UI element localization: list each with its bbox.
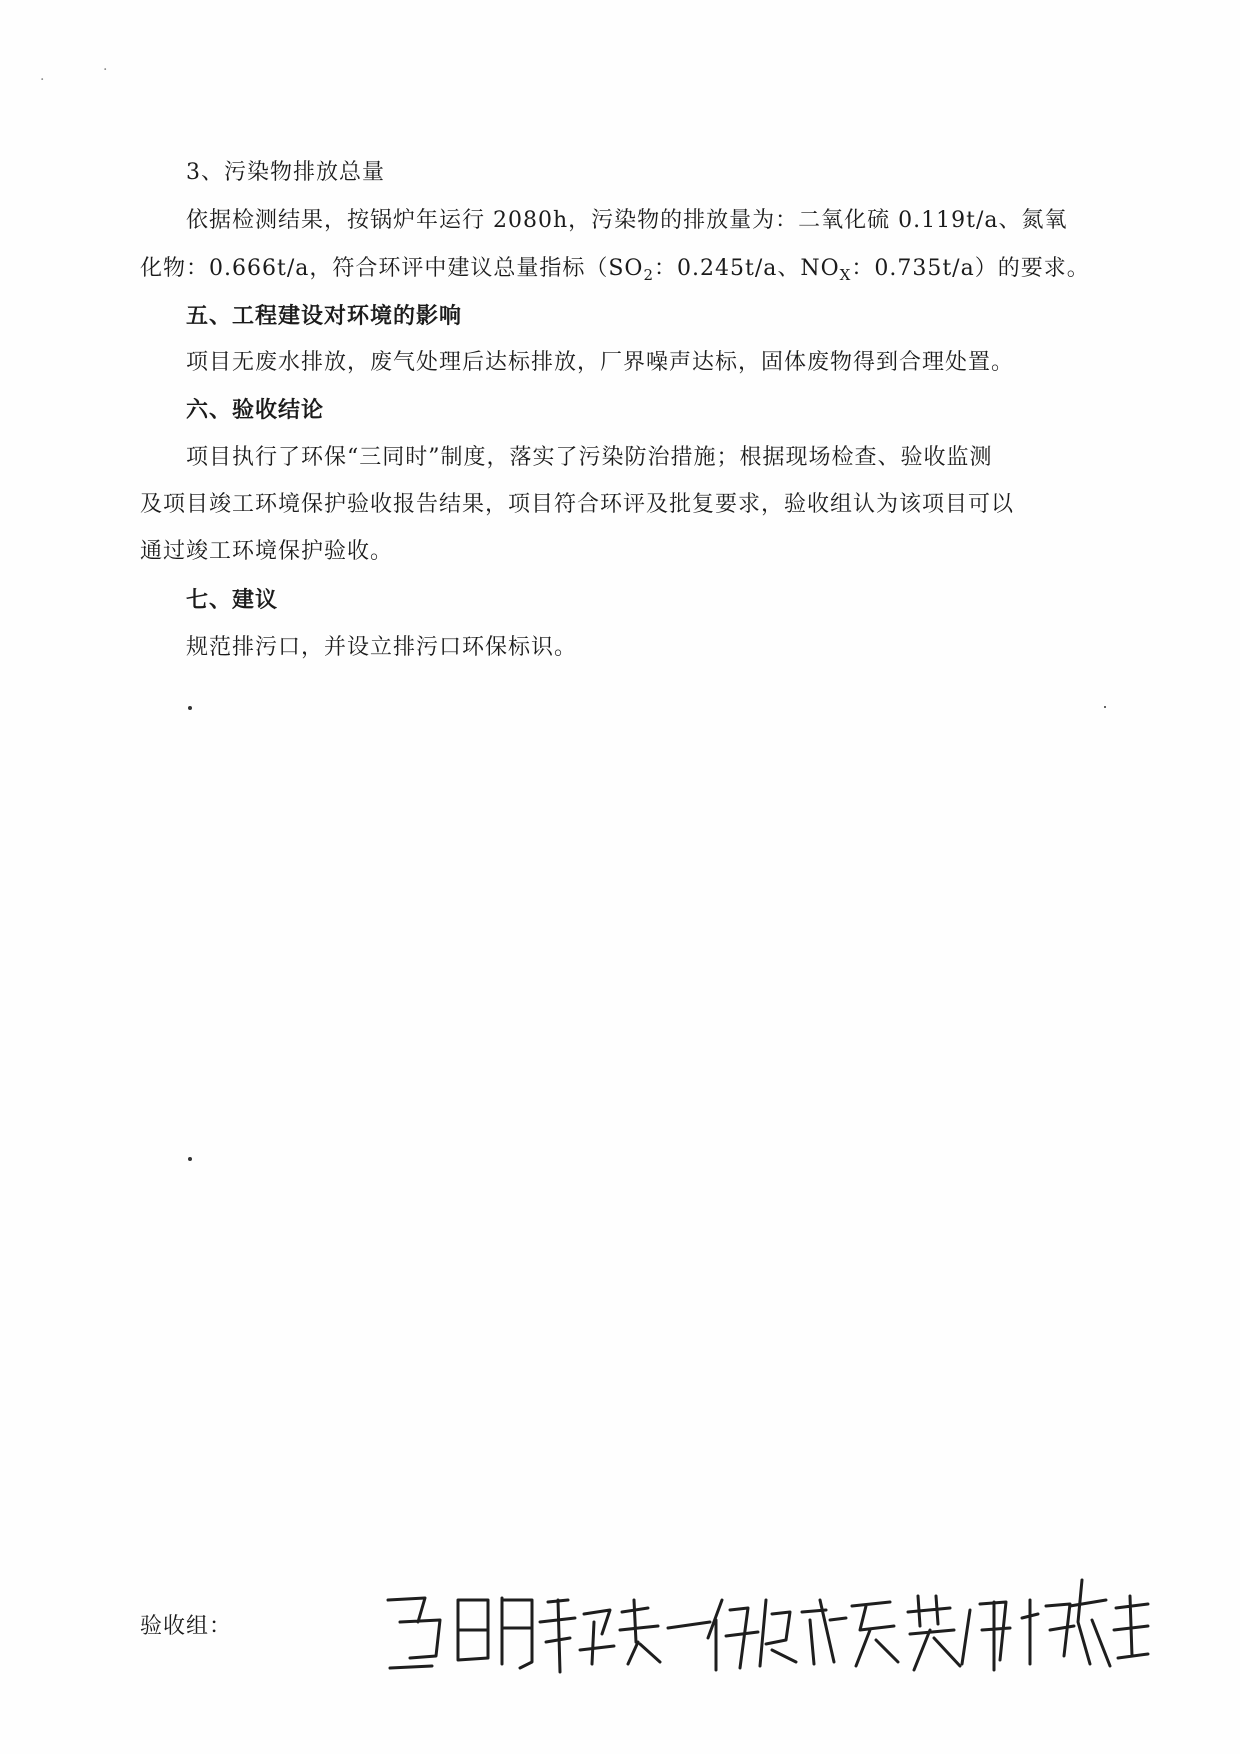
section3-heading: 3、污染物排放总量 xyxy=(186,160,385,185)
section6-paragraph-line-2: 及项目竣工环境保护验收报告结果，项目符合环评及批复要求，验收组认为该项目可以 xyxy=(140,492,1015,517)
scan-dot xyxy=(188,1157,192,1161)
section3-paragraph-line-2: 化物：0.666t/a，符合环评中建议总量指标（$SO_2$：0.245t/a、$NO_X$：0.735t/a）的要求。 xyxy=(140,256,1090,284)
acceptance-group-label: 验收组： xyxy=(140,1614,233,1639)
signatures-image xyxy=(370,1560,1150,1690)
scan-speck: · xyxy=(103,62,108,78)
scan-dot xyxy=(1104,706,1106,708)
section3-paragraph-line-1: 依据检测结果，按锅炉年运行 2080h，污染物的排放量为：二氧化硫 0.119t/a、氮氧 xyxy=(186,208,1068,233)
section6-paragraph-line-1: 项目执行了环保“三同时”制度，落实了污染防治措施；根据现场检查、验收监测 xyxy=(186,445,993,470)
scan-dot xyxy=(188,706,192,710)
section7-paragraph: 规范排污口，并设立排污口环保标识。 xyxy=(186,635,578,660)
section5-heading: 五、工程建设对环境的影响 xyxy=(186,303,463,329)
section7-heading: 七、建议 xyxy=(186,587,279,613)
section6-paragraph-line-3: 通过竣工环境保护验收。 xyxy=(140,539,394,564)
section5-paragraph: 项目无废水排放，废气处理后达标排放，厂界噪声达标，固体废物得到合理处置。 xyxy=(186,350,1015,375)
scan-speck: · xyxy=(40,72,45,88)
section6-heading: 六、验收结论 xyxy=(186,397,325,423)
handwritten-signatures xyxy=(370,1560,1150,1690)
